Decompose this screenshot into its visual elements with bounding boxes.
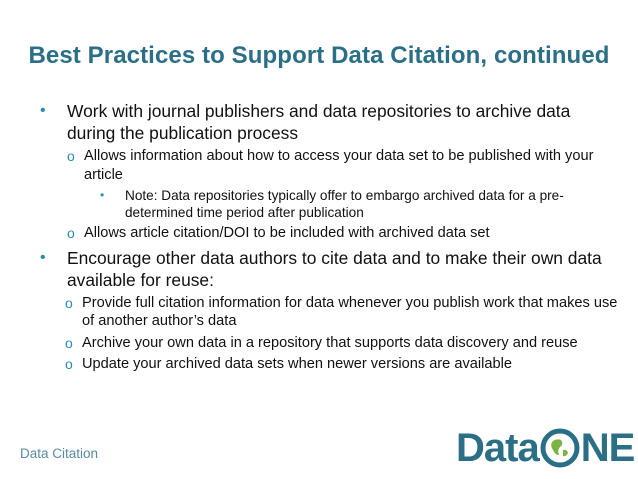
bullet-marker: •	[40, 248, 46, 266]
sub-bullet-text: Allows information about how to access your data set to be published with your article	[84, 148, 594, 183]
bullet-marker: •	[40, 102, 46, 119]
bullet-text: Work with journal publishers and data repositories to archive data during the publication process	[67, 101, 571, 143]
sub-bullet-marker: o	[67, 225, 75, 241]
sub-bullet-item	[40, 224, 620, 243]
logo-text-ne: NE	[580, 425, 635, 470]
sub-bullet-text: Update your archived data sets when newer versions are available	[82, 356, 512, 372]
globe-icon	[540, 428, 580, 468]
logo-text-data: Data	[456, 425, 539, 470]
bullet-text: Encourage other data authors to cite data and to make their own data available for reuse:	[67, 247, 602, 290]
sub-bullet-item	[40, 334, 620, 353]
sub-bullet-text: Allows article citation/DOI to be included with archived data set	[84, 225, 490, 241]
dataone-logo	[456, 424, 634, 472]
sub-bullet-marker: o	[65, 356, 73, 372]
sub-bullet-text: Archive your own data in a repository that supports data discovery and reuse	[82, 334, 578, 351]
sub-bullet-item	[40, 355, 620, 374]
bullet-item	[40, 247, 620, 291]
sub-bullet-item	[40, 147, 620, 184]
sub-bullet-item	[40, 294, 620, 331]
bullet-list	[40, 96, 620, 374]
sub-bullet-marker: o	[65, 334, 73, 351]
sub-sub-bullet-marker: •	[100, 188, 105, 202]
sub-bullet-text: Provide full citation information for data whenever you publish work that makes use of another author’s data	[82, 294, 618, 329]
sub-bullet-marker: o	[65, 294, 73, 311]
sub-sub-bullet-text: Note: Data repositories typically offer to embargo archived data for a pre-determined time period after publication	[125, 188, 564, 220]
slide-title: Best Practices to Support Data Citation, continued	[28, 42, 610, 69]
sub-sub-bullet-item	[40, 187, 620, 221]
footer-label: Data Citation	[20, 446, 99, 461]
bullet-item	[40, 100, 620, 144]
sub-bullet-marker: o	[67, 148, 75, 164]
